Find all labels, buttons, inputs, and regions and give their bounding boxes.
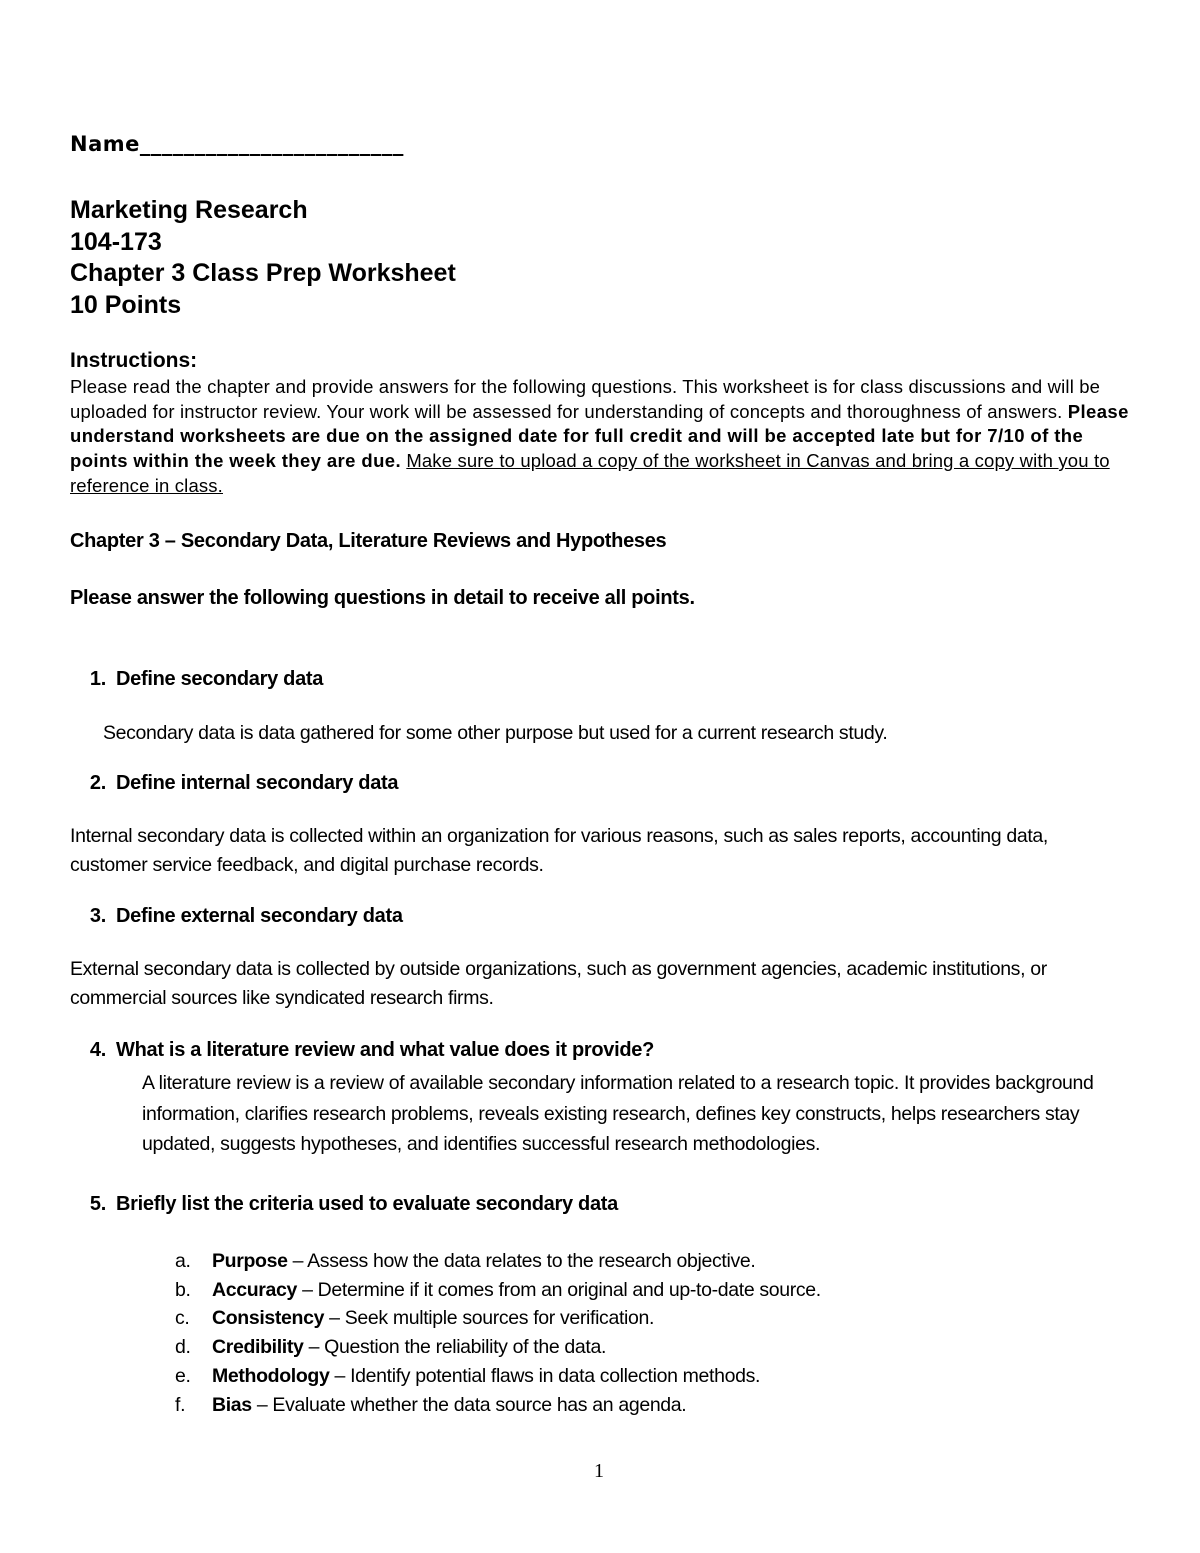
question-number: 5. xyxy=(89,1193,106,1215)
criteria-letter: e. xyxy=(175,1365,191,1387)
instructions-emphasis: Please understand worksheets are due on the assigned date for full credit and will be accepted late but for 7/10 of the points within the week they are due. xyxy=(70,400,1129,472)
question-number: 4. xyxy=(89,1039,106,1061)
question-number: 3. xyxy=(89,905,106,927)
question-number: 1. xyxy=(89,668,106,690)
criteria-letter: d. xyxy=(175,1336,191,1358)
criteria-term: Methodology xyxy=(212,1365,330,1387)
answer-2: Internal secondary data is collected within an organization for various reasons, such as sales reports, accounting data, customer service feedback, and digital purchase records. xyxy=(70,825,1048,876)
question-4 xyxy=(70,1039,654,1062)
criteria-term: Credibility xyxy=(212,1336,304,1358)
name-field-label: Name________________________ xyxy=(70,132,404,156)
criteria-letter: a. xyxy=(175,1250,191,1272)
instructions-body xyxy=(70,375,1135,499)
question-2 xyxy=(70,772,398,795)
answer-3: External secondary data is collected by outside organizations, such as government agencies, academic institutions, or commercial sources like syndicated research firms. xyxy=(70,958,1047,1009)
criteria-letter: f. xyxy=(175,1394,186,1416)
page-number: 1 xyxy=(594,1460,604,1482)
criteria-desc: – Determine if it comes from an original and up-to-date source. xyxy=(297,1279,821,1301)
course-code: 104-173 xyxy=(70,228,162,256)
criteria-item xyxy=(175,1336,606,1359)
question-text: Define internal secondary data xyxy=(116,772,399,794)
criteria-term: Accuracy xyxy=(212,1279,298,1301)
question-1 xyxy=(70,668,323,691)
criteria-item xyxy=(175,1250,755,1273)
chapter-heading: Chapter 3 – Secondary Data, Literature Reviews and Hypotheses xyxy=(70,530,667,552)
criteria-desc: – Seek multiple sources for verification. xyxy=(324,1307,655,1329)
question-text: Define external secondary data xyxy=(116,905,403,927)
question-text: What is a literature review and what value does it provide? xyxy=(116,1039,655,1061)
question-number: 2. xyxy=(89,772,106,794)
worksheet-title: Chapter 3 Class Prep Worksheet xyxy=(70,259,456,287)
question-5 xyxy=(70,1193,618,1216)
course-title: Marketing Research xyxy=(70,196,308,224)
question-text: Define secondary data xyxy=(116,668,324,690)
question-text: Briefly list the criteria used to evaluate secondary data xyxy=(116,1193,618,1215)
criteria-desc: – Evaluate whether the data source has an agenda. xyxy=(251,1394,687,1416)
answer-4: A literature review is a review of available secondary information related to a research topic. It provides background information, clarifies research problems, reveals existing research, defines key constructs, helps researchers stay updated, suggests hypotheses, and identifies successful research methodologies. xyxy=(142,1072,1094,1155)
criteria-term: Consistency xyxy=(212,1307,325,1329)
criteria-desc: – Assess how the data relates to the research objective. xyxy=(287,1250,756,1272)
instructions-upload-note: Make sure to upload a copy of the worksheet in Canvas and bring a copy with you to reference in class. xyxy=(70,450,1110,496)
criteria-item xyxy=(175,1365,760,1388)
criteria-letter: c. xyxy=(175,1307,190,1329)
criteria-letter: b. xyxy=(175,1279,191,1301)
answer-1: Secondary data is data gathered for some other purpose but used for a current research study. xyxy=(103,722,888,744)
criteria-item xyxy=(175,1279,821,1302)
points-title: 10 Points xyxy=(70,291,182,319)
criteria-term: Bias xyxy=(212,1394,252,1416)
answer-prompt: Please answer the following questions in detail to receive all points. xyxy=(70,587,695,609)
question-3 xyxy=(70,905,403,928)
criteria-term: Purpose xyxy=(212,1250,288,1272)
criteria-item xyxy=(175,1307,654,1330)
instructions-text: Please read the chapter and provide answers for the following questions. This worksheet is for class discussions and will be uploaded for instructor review. Your work will be assessed for understanding of concepts and thoroughness of answers. xyxy=(70,376,1101,422)
criteria-desc: – Identify potential flaws in data collection methods. xyxy=(329,1365,761,1387)
criteria-item xyxy=(175,1394,686,1417)
instructions-heading: Instructions: xyxy=(70,349,198,372)
criteria-desc: – Question the reliability of the data. xyxy=(303,1336,607,1358)
